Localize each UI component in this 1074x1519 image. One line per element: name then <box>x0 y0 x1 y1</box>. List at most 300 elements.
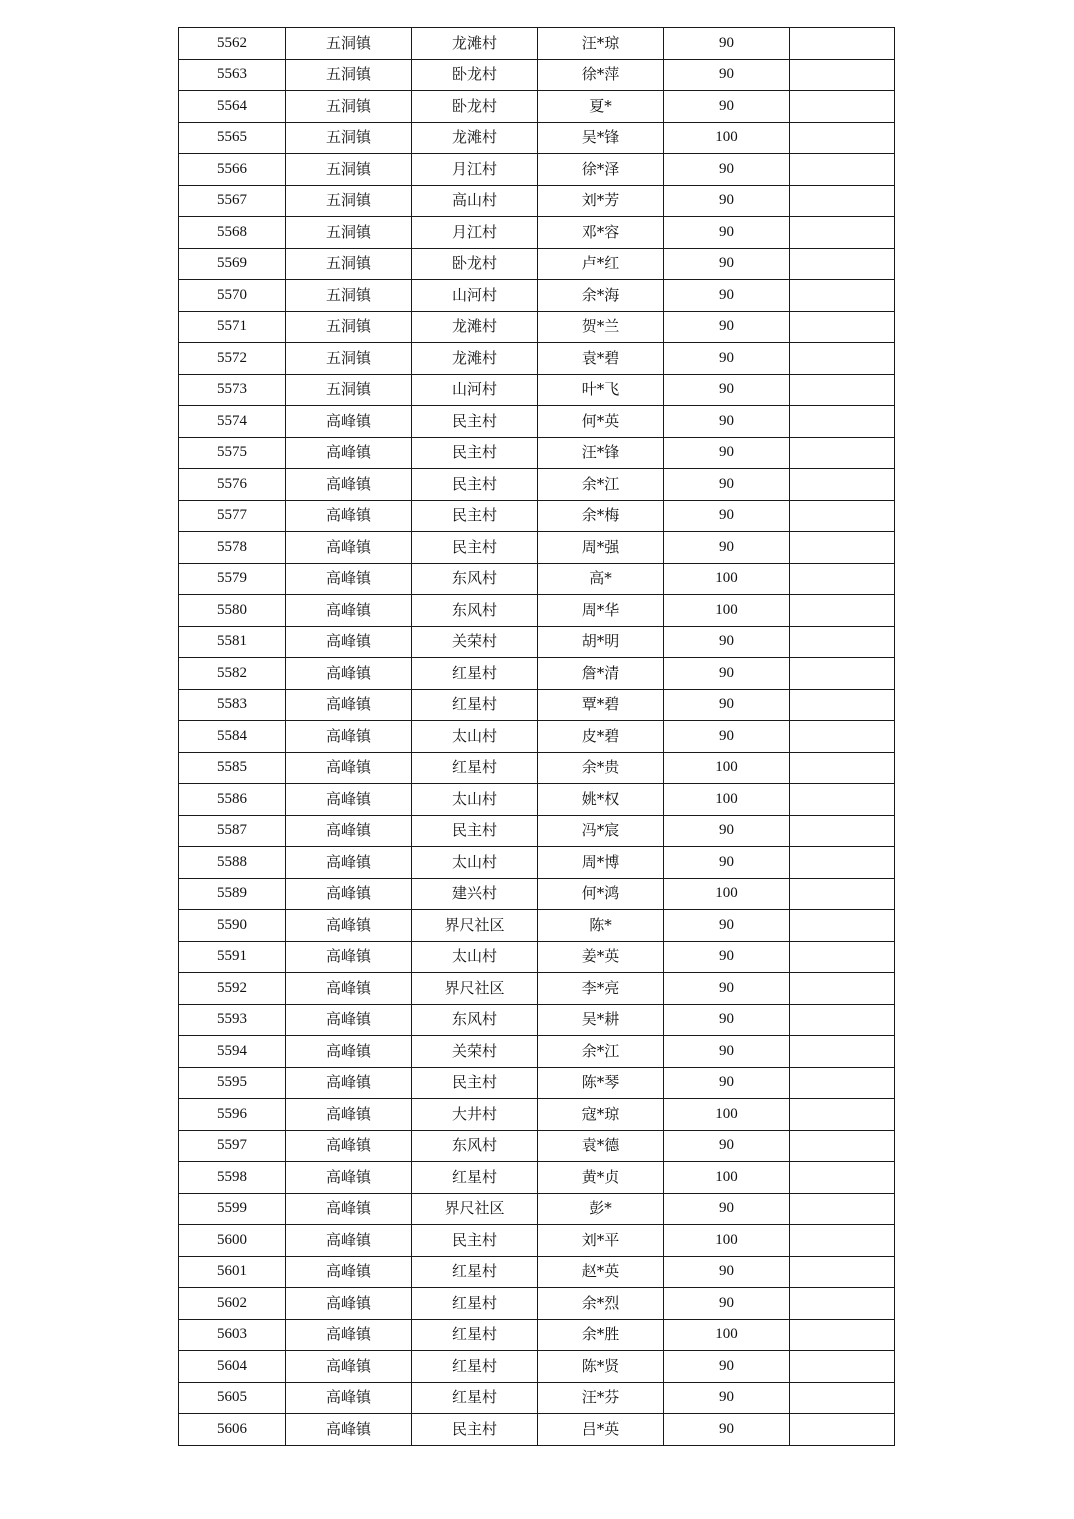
cell-note <box>790 1193 895 1225</box>
table-row <box>179 1382 895 1414</box>
cell-note <box>790 1319 895 1351</box>
cell-note <box>790 784 895 816</box>
cell-town: 五洞镇 <box>286 91 412 123</box>
cell-seq: 5567 <box>179 185 286 217</box>
table-row <box>179 910 895 942</box>
cell-town: 五洞镇 <box>286 374 412 406</box>
cell-amount: 90 <box>664 941 790 973</box>
cell-village: 高山村 <box>412 185 538 217</box>
cell-village: 民主村 <box>412 500 538 532</box>
cell-village: 山河村 <box>412 374 538 406</box>
cell-town: 高峰镇 <box>286 563 412 595</box>
cell-seq: 5568 <box>179 217 286 249</box>
cell-village: 界尺社区 <box>412 973 538 1005</box>
cell-amount: 90 <box>664 1351 790 1383</box>
cell-seq: 5563 <box>179 59 286 91</box>
table-row <box>179 1130 895 1162</box>
table-row <box>179 280 895 312</box>
cell-town: 高峰镇 <box>286 500 412 532</box>
cell-town: 五洞镇 <box>286 248 412 280</box>
cell-name: 袁*碧 <box>538 343 664 375</box>
cell-seq: 5581 <box>179 626 286 658</box>
cell-note <box>790 658 895 690</box>
cell-village: 山河村 <box>412 280 538 312</box>
cell-town: 高峰镇 <box>286 1162 412 1194</box>
cell-name: 李*亮 <box>538 973 664 1005</box>
cell-seq: 5579 <box>179 563 286 595</box>
cell-seq: 5593 <box>179 1004 286 1036</box>
cell-seq: 5564 <box>179 91 286 123</box>
cell-note <box>790 185 895 217</box>
cell-amount: 100 <box>664 1162 790 1194</box>
cell-village: 太山村 <box>412 721 538 753</box>
cell-name: 邓*容 <box>538 217 664 249</box>
cell-village: 太山村 <box>412 847 538 879</box>
cell-note <box>790 910 895 942</box>
table-row <box>179 532 895 564</box>
cell-town: 高峰镇 <box>286 1004 412 1036</box>
cell-name: 覃*碧 <box>538 689 664 721</box>
cell-note <box>790 941 895 973</box>
cell-town: 高峰镇 <box>286 1351 412 1383</box>
cell-town: 五洞镇 <box>286 122 412 154</box>
cell-seq: 5572 <box>179 343 286 375</box>
cell-town: 高峰镇 <box>286 469 412 501</box>
table-row <box>179 784 895 816</box>
cell-seq: 5586 <box>179 784 286 816</box>
table-row <box>179 1036 895 1068</box>
cell-amount: 90 <box>664 689 790 721</box>
table-row <box>179 721 895 753</box>
cell-name: 周*博 <box>538 847 664 879</box>
cell-village: 龙滩村 <box>412 311 538 343</box>
cell-amount: 90 <box>664 1004 790 1036</box>
cell-village: 红星村 <box>412 658 538 690</box>
cell-name: 吕*英 <box>538 1414 664 1446</box>
cell-seq: 5596 <box>179 1099 286 1131</box>
cell-amount: 90 <box>664 1130 790 1162</box>
cell-town: 五洞镇 <box>286 280 412 312</box>
cell-amount: 90 <box>664 1288 790 1320</box>
cell-note <box>790 500 895 532</box>
cell-village: 红星村 <box>412 1162 538 1194</box>
cell-seq: 5602 <box>179 1288 286 1320</box>
cell-town: 高峰镇 <box>286 1414 412 1446</box>
cell-amount: 90 <box>664 280 790 312</box>
cell-village: 红星村 <box>412 1351 538 1383</box>
cell-note <box>790 1351 895 1383</box>
table-row <box>179 1288 895 1320</box>
table-row <box>179 689 895 721</box>
cell-amount: 90 <box>664 59 790 91</box>
cell-note <box>790 437 895 469</box>
table-row <box>179 28 895 60</box>
cell-village: 龙滩村 <box>412 122 538 154</box>
cell-name: 汪*锋 <box>538 437 664 469</box>
cell-town: 高峰镇 <box>286 847 412 879</box>
cell-name: 汪*芬 <box>538 1382 664 1414</box>
cell-village: 月江村 <box>412 217 538 249</box>
cell-seq: 5595 <box>179 1067 286 1099</box>
cell-name: 贺*兰 <box>538 311 664 343</box>
cell-seq: 5575 <box>179 437 286 469</box>
cell-village: 东风村 <box>412 563 538 595</box>
cell-seq: 5599 <box>179 1193 286 1225</box>
cell-town: 五洞镇 <box>286 154 412 186</box>
cell-amount: 90 <box>664 248 790 280</box>
table-row <box>179 437 895 469</box>
cell-note <box>790 59 895 91</box>
cell-village: 东风村 <box>412 1130 538 1162</box>
cell-town: 高峰镇 <box>286 626 412 658</box>
cell-seq: 5577 <box>179 500 286 532</box>
table-row <box>179 973 895 1005</box>
cell-town: 高峰镇 <box>286 973 412 1005</box>
cell-village: 民主村 <box>412 406 538 438</box>
table-row <box>179 311 895 343</box>
cell-amount: 90 <box>664 154 790 186</box>
cell-note <box>790 1099 895 1131</box>
cell-amount: 90 <box>664 658 790 690</box>
cell-note <box>790 563 895 595</box>
cell-town: 高峰镇 <box>286 941 412 973</box>
cell-seq: 5562 <box>179 28 286 60</box>
cell-village: 民主村 <box>412 469 538 501</box>
cell-note <box>790 343 895 375</box>
table-row <box>179 563 895 595</box>
table-row <box>179 469 895 501</box>
cell-name: 陈* <box>538 910 664 942</box>
cell-note <box>790 1382 895 1414</box>
cell-note <box>790 1225 895 1257</box>
cell-town: 五洞镇 <box>286 28 412 60</box>
cell-town: 高峰镇 <box>286 595 412 627</box>
cell-village: 月江村 <box>412 154 538 186</box>
cell-amount: 90 <box>664 406 790 438</box>
cell-note <box>790 280 895 312</box>
cell-amount: 90 <box>664 28 790 60</box>
cell-seq: 5569 <box>179 248 286 280</box>
cell-amount: 100 <box>664 122 790 154</box>
table-row <box>179 941 895 973</box>
cell-name: 何*英 <box>538 406 664 438</box>
cell-town: 五洞镇 <box>286 217 412 249</box>
cell-seq: 5594 <box>179 1036 286 1068</box>
cell-amount: 100 <box>664 1099 790 1131</box>
cell-amount: 90 <box>664 532 790 564</box>
cell-amount: 90 <box>664 469 790 501</box>
table-row <box>179 1319 895 1351</box>
cell-name: 余*胜 <box>538 1319 664 1351</box>
table-row <box>179 878 895 910</box>
cell-village: 界尺社区 <box>412 1193 538 1225</box>
cell-town: 五洞镇 <box>286 185 412 217</box>
cell-name: 姚*权 <box>538 784 664 816</box>
cell-town: 高峰镇 <box>286 815 412 847</box>
cell-name: 寇*琼 <box>538 1099 664 1131</box>
cell-amount: 100 <box>664 1225 790 1257</box>
cell-amount: 90 <box>664 815 790 847</box>
table-row <box>179 1351 895 1383</box>
cell-note <box>790 1256 895 1288</box>
cell-amount: 90 <box>664 721 790 753</box>
cell-note <box>790 847 895 879</box>
cell-name: 黄*贞 <box>538 1162 664 1194</box>
cell-note <box>790 122 895 154</box>
cell-note <box>790 248 895 280</box>
cell-seq: 5583 <box>179 689 286 721</box>
cell-village: 红星村 <box>412 1382 538 1414</box>
cell-village: 龙滩村 <box>412 28 538 60</box>
table-row <box>179 595 895 627</box>
cell-name: 刘*芳 <box>538 185 664 217</box>
cell-seq: 5580 <box>179 595 286 627</box>
cell-note <box>790 1288 895 1320</box>
cell-town: 高峰镇 <box>286 1382 412 1414</box>
table-row <box>179 752 895 784</box>
cell-seq: 5606 <box>179 1414 286 1446</box>
table-row <box>179 1256 895 1288</box>
table-row <box>179 626 895 658</box>
cell-seq: 5604 <box>179 1351 286 1383</box>
cell-village: 红星村 <box>412 1319 538 1351</box>
cell-town: 高峰镇 <box>286 721 412 753</box>
cell-name: 余*江 <box>538 469 664 501</box>
cell-name: 汪*琼 <box>538 28 664 60</box>
cell-amount: 90 <box>664 91 790 123</box>
cell-village: 民主村 <box>412 1225 538 1257</box>
cell-village: 卧龙村 <box>412 59 538 91</box>
cell-town: 高峰镇 <box>286 1256 412 1288</box>
cell-village: 建兴村 <box>412 878 538 910</box>
cell-seq: 5591 <box>179 941 286 973</box>
cell-amount: 90 <box>664 374 790 406</box>
cell-village: 红星村 <box>412 689 538 721</box>
cell-town: 高峰镇 <box>286 1319 412 1351</box>
cell-town: 高峰镇 <box>286 910 412 942</box>
cell-seq: 5565 <box>179 122 286 154</box>
cell-town: 高峰镇 <box>286 532 412 564</box>
cell-name: 彭* <box>538 1193 664 1225</box>
cell-note <box>790 374 895 406</box>
cell-seq: 5589 <box>179 878 286 910</box>
cell-amount: 90 <box>664 1036 790 1068</box>
cell-name: 徐*泽 <box>538 154 664 186</box>
cell-seq: 5585 <box>179 752 286 784</box>
cell-name: 卢*红 <box>538 248 664 280</box>
cell-village: 红星村 <box>412 752 538 784</box>
cell-note <box>790 532 895 564</box>
cell-name: 冯*宸 <box>538 815 664 847</box>
cell-name: 余*海 <box>538 280 664 312</box>
cell-name: 陈*琴 <box>538 1067 664 1099</box>
cell-note <box>790 689 895 721</box>
cell-village: 东风村 <box>412 595 538 627</box>
cell-town: 高峰镇 <box>286 878 412 910</box>
table-row <box>179 1162 895 1194</box>
cell-seq: 5573 <box>179 374 286 406</box>
cell-name: 赵*英 <box>538 1256 664 1288</box>
cell-name: 余*贵 <box>538 752 664 784</box>
cell-amount: 100 <box>664 1319 790 1351</box>
cell-town: 高峰镇 <box>286 406 412 438</box>
cell-town: 五洞镇 <box>286 343 412 375</box>
cell-name: 陈*贤 <box>538 1351 664 1383</box>
cell-name: 余*江 <box>538 1036 664 1068</box>
cell-name: 皮*碧 <box>538 721 664 753</box>
cell-amount: 90 <box>664 1193 790 1225</box>
cell-seq: 5605 <box>179 1382 286 1414</box>
cell-village: 卧龙村 <box>412 248 538 280</box>
cell-name: 周*强 <box>538 532 664 564</box>
cell-name: 刘*平 <box>538 1225 664 1257</box>
table-row <box>179 154 895 186</box>
cell-village: 大井村 <box>412 1099 538 1131</box>
cell-town: 高峰镇 <box>286 784 412 816</box>
cell-village: 卧龙村 <box>412 91 538 123</box>
cell-seq: 5603 <box>179 1319 286 1351</box>
cell-town: 高峰镇 <box>286 1288 412 1320</box>
cell-village: 红星村 <box>412 1288 538 1320</box>
table-row <box>179 374 895 406</box>
cell-amount: 90 <box>664 626 790 658</box>
cell-note <box>790 626 895 658</box>
cell-name: 余*梅 <box>538 500 664 532</box>
cell-village: 东风村 <box>412 1004 538 1036</box>
table-row <box>179 59 895 91</box>
cell-note <box>790 973 895 1005</box>
cell-village: 太山村 <box>412 941 538 973</box>
cell-note <box>790 878 895 910</box>
table-row <box>179 1414 895 1446</box>
cell-town: 高峰镇 <box>286 1036 412 1068</box>
cell-seq: 5571 <box>179 311 286 343</box>
cell-town: 高峰镇 <box>286 1225 412 1257</box>
cell-village: 民主村 <box>412 815 538 847</box>
cell-note <box>790 752 895 784</box>
recipient-table-body <box>179 28 895 1446</box>
recipient-table <box>178 27 895 1446</box>
cell-name: 袁*德 <box>538 1130 664 1162</box>
cell-village: 关荣村 <box>412 626 538 658</box>
cell-note <box>790 28 895 60</box>
table-row <box>179 500 895 532</box>
table-row <box>179 122 895 154</box>
table-row <box>179 1193 895 1225</box>
cell-note <box>790 721 895 753</box>
cell-town: 高峰镇 <box>286 752 412 784</box>
cell-seq: 5582 <box>179 658 286 690</box>
cell-name: 吴*耕 <box>538 1004 664 1036</box>
cell-amount: 100 <box>664 784 790 816</box>
cell-amount: 90 <box>664 1256 790 1288</box>
cell-note <box>790 311 895 343</box>
cell-town: 高峰镇 <box>286 437 412 469</box>
cell-amount: 90 <box>664 1414 790 1446</box>
cell-town: 高峰镇 <box>286 658 412 690</box>
cell-amount: 90 <box>664 217 790 249</box>
cell-note <box>790 815 895 847</box>
table-row <box>179 343 895 375</box>
cell-amount: 100 <box>664 563 790 595</box>
cell-seq: 5588 <box>179 847 286 879</box>
cell-seq: 5592 <box>179 973 286 1005</box>
cell-amount: 90 <box>664 847 790 879</box>
cell-village: 民主村 <box>412 1414 538 1446</box>
cell-seq: 5587 <box>179 815 286 847</box>
cell-amount: 90 <box>664 1382 790 1414</box>
cell-town: 高峰镇 <box>286 1130 412 1162</box>
cell-seq: 5598 <box>179 1162 286 1194</box>
cell-name: 夏* <box>538 91 664 123</box>
cell-amount: 100 <box>664 878 790 910</box>
cell-seq: 5576 <box>179 469 286 501</box>
table-row <box>179 91 895 123</box>
cell-village: 关荣村 <box>412 1036 538 1068</box>
cell-seq: 5597 <box>179 1130 286 1162</box>
table-row <box>179 1225 895 1257</box>
cell-village: 民主村 <box>412 437 538 469</box>
cell-amount: 90 <box>664 185 790 217</box>
cell-name: 叶*飞 <box>538 374 664 406</box>
cell-amount: 90 <box>664 1067 790 1099</box>
cell-note <box>790 595 895 627</box>
table-row <box>179 1067 895 1099</box>
cell-village: 民主村 <box>412 532 538 564</box>
cell-amount: 90 <box>664 910 790 942</box>
cell-seq: 5578 <box>179 532 286 564</box>
table-row <box>179 185 895 217</box>
cell-note <box>790 1004 895 1036</box>
table-row <box>179 658 895 690</box>
table-row <box>179 1099 895 1131</box>
table-row <box>179 248 895 280</box>
cell-note <box>790 91 895 123</box>
cell-amount: 90 <box>664 311 790 343</box>
cell-amount: 90 <box>664 343 790 375</box>
cell-note <box>790 217 895 249</box>
cell-town: 高峰镇 <box>286 1193 412 1225</box>
cell-seq: 5584 <box>179 721 286 753</box>
cell-note <box>790 469 895 501</box>
cell-seq: 5566 <box>179 154 286 186</box>
cell-name: 徐*萍 <box>538 59 664 91</box>
table-row <box>179 815 895 847</box>
cell-town: 高峰镇 <box>286 689 412 721</box>
cell-village: 太山村 <box>412 784 538 816</box>
cell-name: 余*烈 <box>538 1288 664 1320</box>
cell-seq: 5600 <box>179 1225 286 1257</box>
table-row <box>179 1004 895 1036</box>
cell-note <box>790 1036 895 1068</box>
cell-seq: 5570 <box>179 280 286 312</box>
cell-village: 民主村 <box>412 1067 538 1099</box>
table-row <box>179 406 895 438</box>
cell-note <box>790 1162 895 1194</box>
cell-amount: 100 <box>664 752 790 784</box>
cell-note <box>790 1130 895 1162</box>
table-row <box>179 847 895 879</box>
cell-name: 胡*明 <box>538 626 664 658</box>
cell-note <box>790 1414 895 1446</box>
cell-name: 周*华 <box>538 595 664 627</box>
cell-town: 五洞镇 <box>286 311 412 343</box>
cell-town: 五洞镇 <box>286 59 412 91</box>
cell-name: 詹*清 <box>538 658 664 690</box>
cell-name: 高* <box>538 563 664 595</box>
cell-amount: 90 <box>664 437 790 469</box>
table-row <box>179 217 895 249</box>
